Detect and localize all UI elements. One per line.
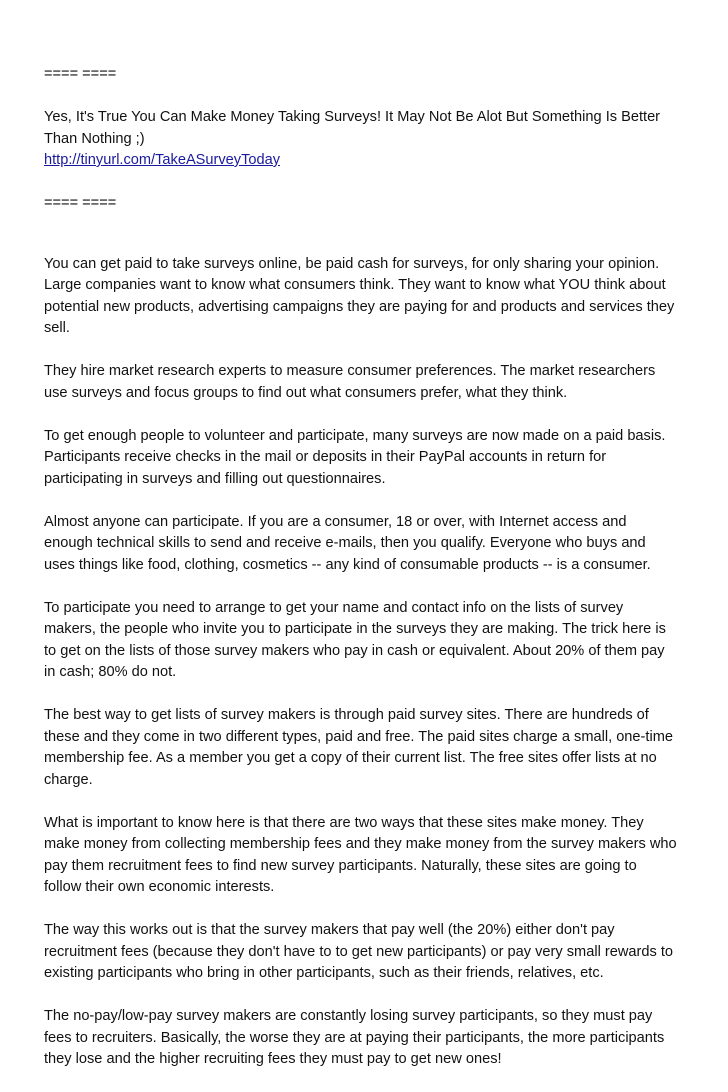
paragraph-line: use surveys and focus groups to find out what consumers prefer, what they think. <box>44 384 568 401</box>
spacer <box>44 86 694 108</box>
paragraph-line: sell. <box>44 320 70 336</box>
paragraph <box>44 1006 694 1071</box>
paragraph-line: follow their own economic interests. <box>44 879 275 895</box>
paragraph-line: in cash; 80% do not. <box>44 664 177 680</box>
paragraph <box>44 813 694 899</box>
paragraph-line: uses things like food, clothing, cosmetics -- any kind of consumable products -- is a consumer. <box>44 556 651 573</box>
promo-block <box>44 107 694 172</box>
paragraph-line: fees to recruiters. Basically, the worse they are at paying their participants, the more participants <box>44 1029 665 1046</box>
paragraph-line: To get enough people to volunteer and participate, many surveys are now made on a paid basis. <box>44 427 666 444</box>
paragraph-line: membership fee. As a member you get a copy of their current list. The free sites offer lists at no <box>44 750 657 766</box>
separator-top: ==== ==== <box>44 66 117 82</box>
document-page <box>44 64 694 1092</box>
paragraph <box>44 512 694 577</box>
article-body <box>44 254 694 1071</box>
paragraph-line: make money from collecting membership fees and they make money from the survey makers who <box>44 836 677 852</box>
paragraph-line: makers, the people who invite you to participate in the surveys they are making. The trick here is <box>44 621 666 637</box>
paragraph-line: They hire market research experts to measure consumer preferences. The market researchers <box>44 363 656 379</box>
paragraph-line: What is important to know here is that there are two ways that these sites make money. They <box>44 814 644 831</box>
paragraph-line: enough technical skills to send and receive e-mails, then you qualify. Everyone who buys and <box>44 535 646 551</box>
promo-link[interactable]: http://tinyurl.com/TakeASurveyToday <box>44 152 281 168</box>
spacer <box>44 215 694 254</box>
paragraph-line: potential new products, advertising campaigns they are paying for and products and services they <box>44 298 675 315</box>
paragraph-line: pay them recruitment fees to find new survey participants. Naturally, these sites are going to <box>44 857 637 874</box>
paragraph-line: they lose and the higher recruiting fees they must pay to get new ones! <box>44 1051 502 1067</box>
paragraph-line: recruitment fees (because they don't have to to get new participants) or pay very small rewards to <box>44 943 673 960</box>
spacer <box>44 172 694 194</box>
paragraph-line: charge. <box>44 771 93 788</box>
paragraph <box>44 254 694 340</box>
paragraph-line: participating in surveys and filling out questionnaires. <box>44 470 386 487</box>
paragraph-line: The best way to get lists of survey makers is through paid survey sites. There are hundreds of <box>44 707 649 723</box>
promo-line: Yes, It's True You Can Make Money Taking Surveys! It May Not Be Alot But Something Is Better <box>44 109 661 125</box>
paragraph-line: To participate you need to arrange to get your name and contact info on the lists of survey <box>44 599 624 616</box>
paragraph <box>44 705 694 791</box>
paragraph-line: Participants receive checks in the mail or deposits in their PayPal accounts in return for <box>44 449 607 465</box>
paragraph <box>44 361 694 404</box>
paragraph-line: The no-pay/low-pay survey makers are constantly losing survey participants, so they must pay <box>44 1008 653 1024</box>
paragraph-line: to get on the lists of those survey makers who pay in cash or equivalent. About 20% of them pay <box>44 642 665 659</box>
paragraph-line: Almost anyone can participate. If you are a consumer, 18 or over, with Internet access and <box>44 513 627 530</box>
paragraph-line: these and they come in two different types, paid and free. The paid sites charge a small, one-time <box>44 728 673 745</box>
paragraph-line: You can get paid to take surveys online, be paid cash for surveys, for only sharing your opinion. <box>44 255 660 272</box>
promo-line: Than Nothing ;) <box>44 130 145 147</box>
separator-bottom: ==== ==== <box>44 195 117 211</box>
paragraph <box>44 598 694 684</box>
paragraph-line: existing participants who bring in other participants, such as their friends, relatives, etc. <box>44 965 604 981</box>
paragraph <box>44 920 694 985</box>
paragraph-line: The way this works out is that the survey makers that pay well (the 20%) either don't pay <box>44 922 615 938</box>
paragraph-line: Large companies want to know what consumers think. They want to know what YOU think about <box>44 277 666 293</box>
paragraph <box>44 426 694 491</box>
